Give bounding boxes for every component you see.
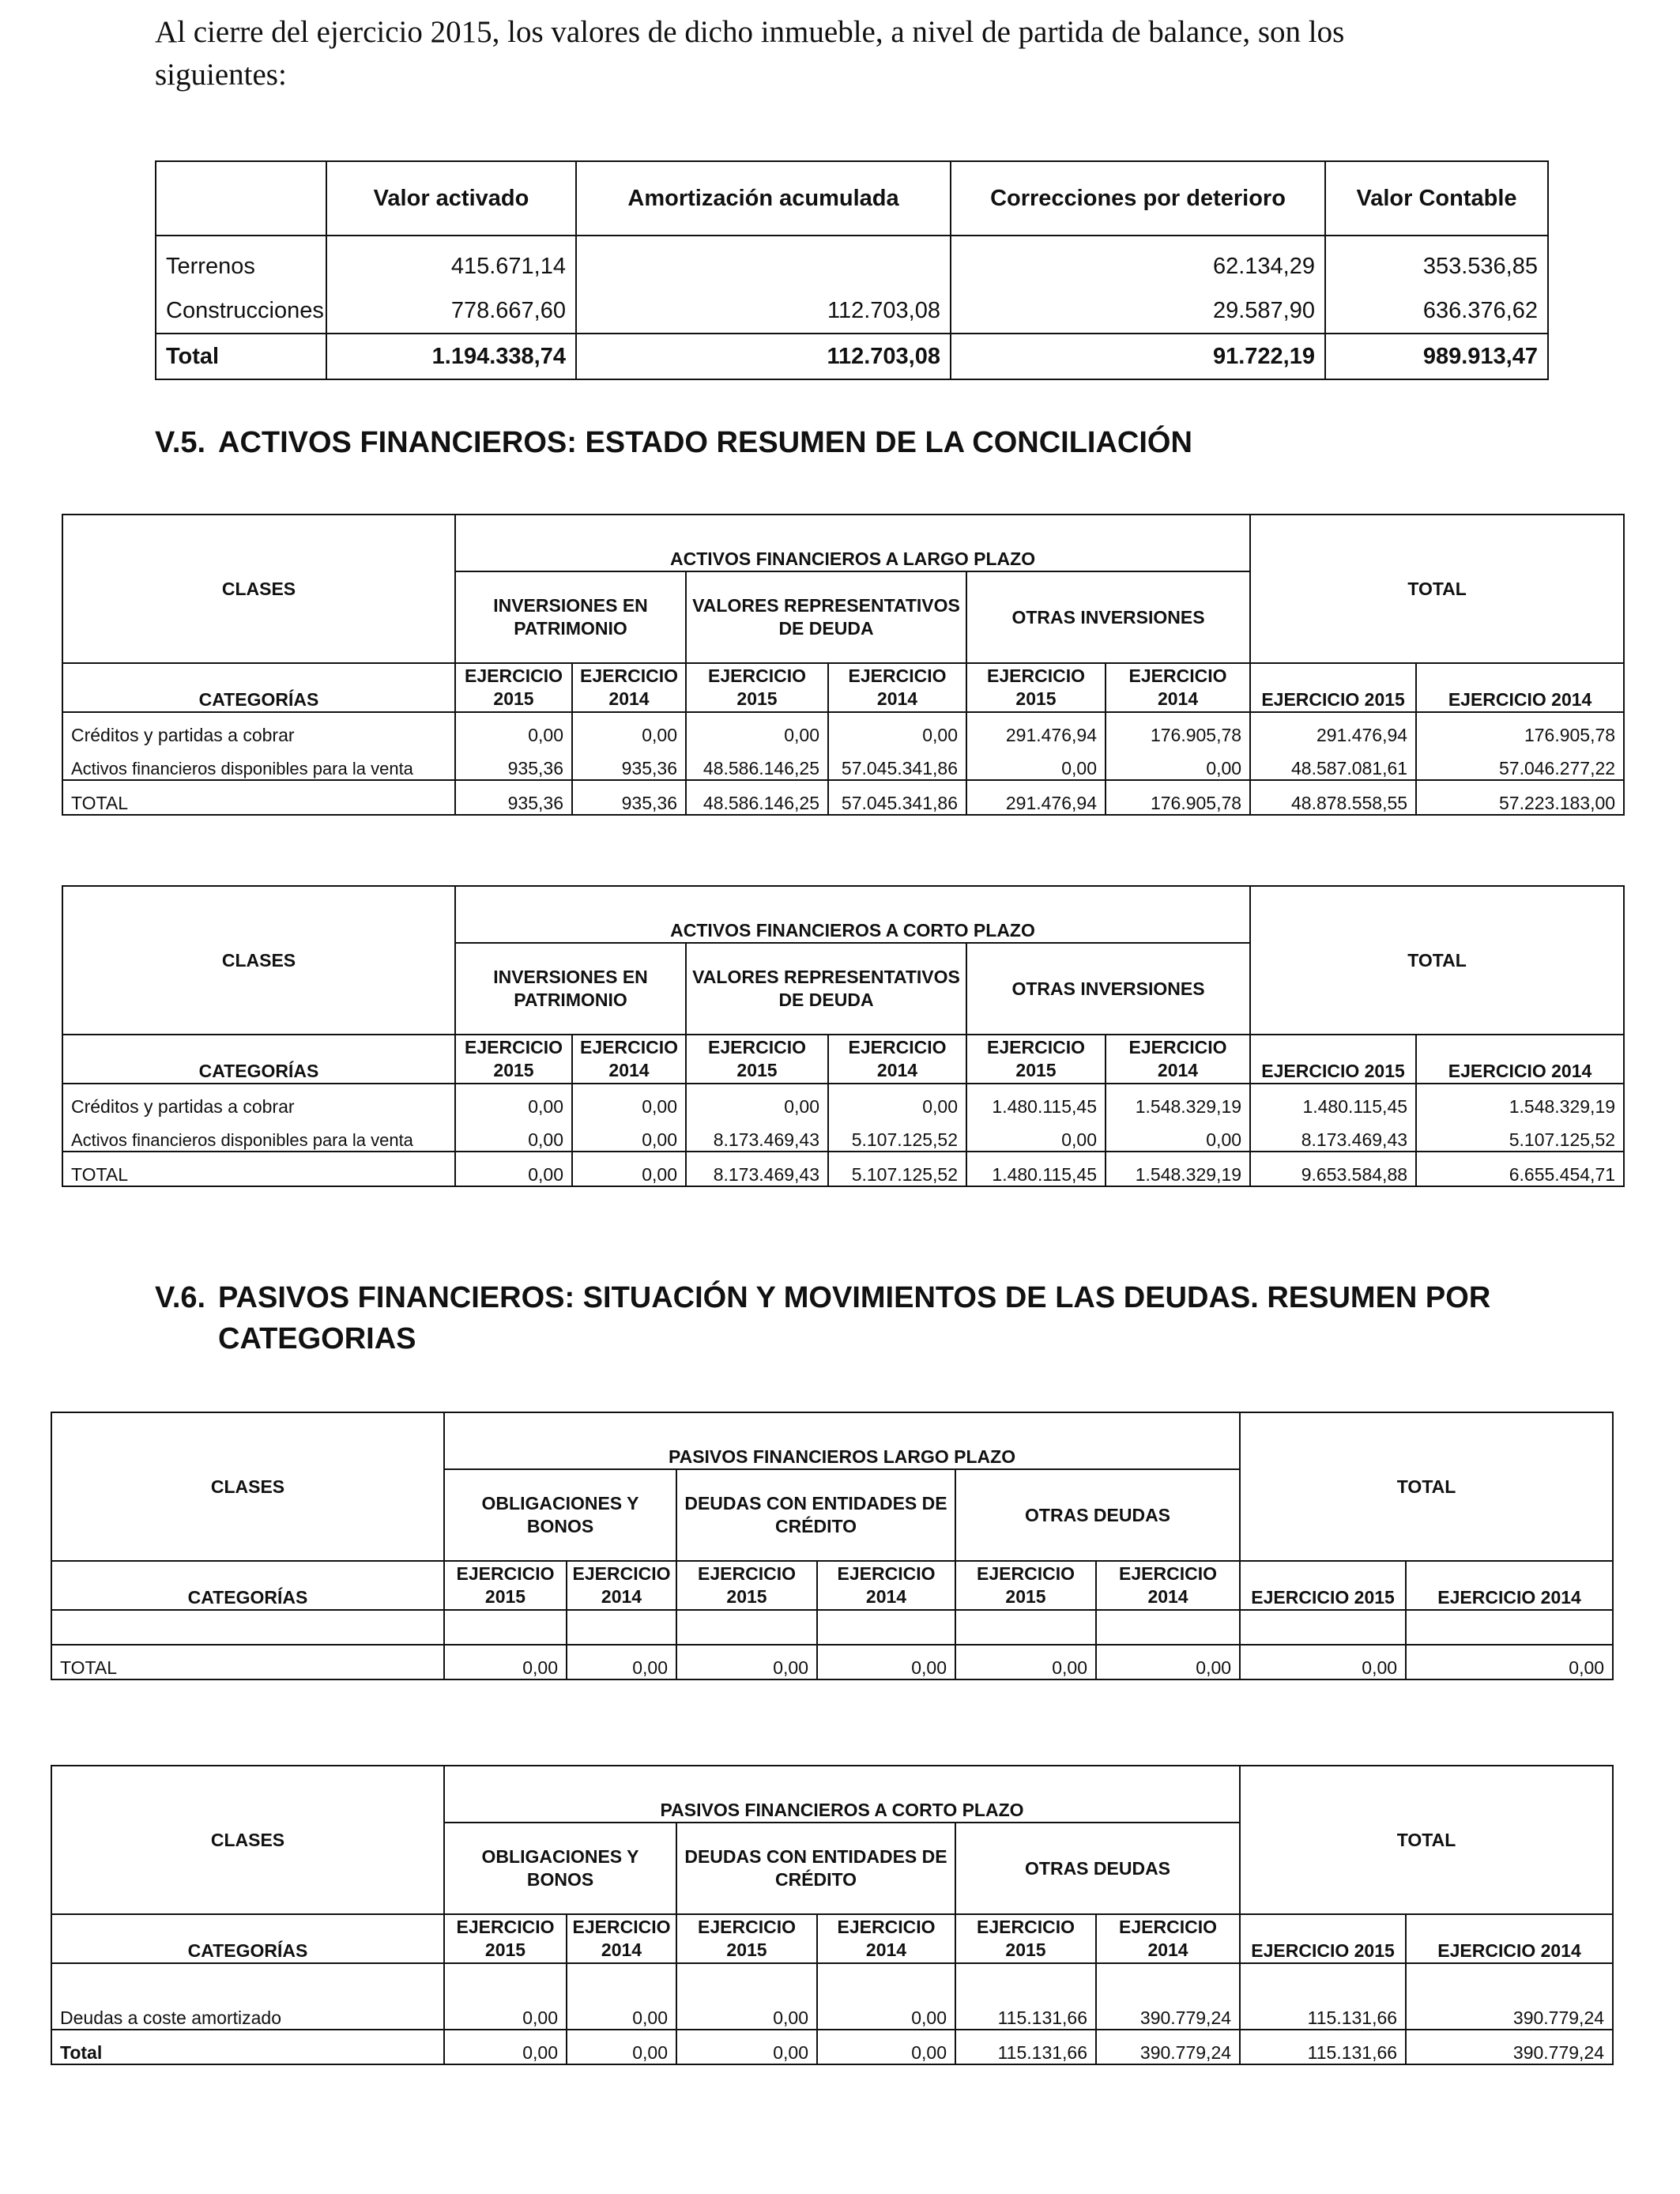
year-header <box>1106 1035 1250 1084</box>
year-header-word: EJERCICIO <box>1119 1563 1218 1584</box>
table-cell: 0,00 <box>444 2030 567 2064</box>
year-header <box>686 1035 828 1084</box>
total-row <box>51 2030 1613 2064</box>
row-label: Créditos y partidas a cobrar <box>62 1084 455 1118</box>
table-cell: 29.587,90 <box>951 288 1325 334</box>
year-header-year: 2014 <box>865 1940 907 1960</box>
inmueble-table <box>155 160 1549 380</box>
year-header-year: 2015 <box>493 688 534 709</box>
clases-header: CLASES <box>62 886 455 1035</box>
year-header-year: 2014 <box>608 688 650 709</box>
year-header-year: 2015 <box>736 688 778 709</box>
subgroup-header: VALORES REPRESENTATIVOS DE DEUDA <box>686 943 966 1035</box>
table-cell: 0,00 <box>1106 746 1250 780</box>
year-header <box>955 1914 1096 1963</box>
table-cell: 0,00 <box>676 2030 817 2064</box>
subgroup-header: VALORES REPRESENTATIVOS DE DEUDA <box>686 571 966 663</box>
total-row <box>51 1645 1613 1679</box>
table-row <box>62 746 1624 780</box>
year-header <box>1096 1561 1240 1610</box>
table-cell: 8.173.469,43 <box>1250 1118 1416 1152</box>
table-cell: 0,00 <box>686 712 828 746</box>
table-cell: 0,00 <box>1240 1645 1406 1679</box>
categorias-header: CATEGORÍAS <box>51 1914 444 1963</box>
year-header: EJERCICIO 2014 <box>1406 1561 1613 1610</box>
row-label: Construcciones <box>156 288 326 334</box>
table-cell: 0,00 <box>444 1963 567 2030</box>
table-row <box>51 1963 1613 2030</box>
table-cell <box>1240 1610 1406 1645</box>
table-cell: 0,00 <box>1406 1645 1613 1679</box>
year-header: EJERCICIO 2014 <box>1406 1914 1613 1963</box>
year-header-year: 2015 <box>1015 688 1057 709</box>
year-header <box>572 663 686 712</box>
year-header <box>817 1914 955 1963</box>
year-header-word: EJERCICIO <box>1128 1037 1227 1057</box>
group-header: PASIVOS FINANCIEROS A CORTO PLAZO <box>444 1766 1240 1823</box>
year-header-word: EJERCICIO <box>456 1917 555 1937</box>
table-cell: 0,00 <box>567 1645 676 1679</box>
table-cell: 115.131,66 <box>1240 1963 1406 2030</box>
year-header-year: 2014 <box>1147 1586 1188 1607</box>
subgroup-header: DEUDAS CON ENTIDADES DE CRÉDITO <box>676 1469 955 1561</box>
year-header-word: EJERCICIO <box>465 1037 563 1057</box>
row-label: Activos financieros disponibles para la venta <box>62 746 455 780</box>
year-header-word: EJERCICIO <box>1128 665 1227 686</box>
year-header-year: 2014 <box>1147 1940 1188 1960</box>
table-cell: 112.703,08 <box>576 288 951 334</box>
year-header-word: EJERCICIO <box>698 1563 796 1584</box>
table-cell: 57.045.341,86 <box>828 780 966 815</box>
table-cell: 9.653.584,88 <box>1250 1152 1416 1186</box>
table-cell: 0,00 <box>572 712 686 746</box>
table-cell: 390.779,24 <box>1406 2030 1613 2064</box>
table-cell: 935,36 <box>572 746 686 780</box>
table-cell: 0,00 <box>567 1963 676 2030</box>
activos-largo-plazo-table <box>62 514 1625 816</box>
row-label: TOTAL <box>62 780 455 815</box>
year-header-year: 2015 <box>493 1060 534 1080</box>
inmueble-header-cell: Valor Contable <box>1325 161 1548 236</box>
year-header: EJERCICIO 2014 <box>1416 663 1624 712</box>
table-cell: 935,36 <box>455 780 572 815</box>
table-cell: 353.536,85 <box>1325 236 1548 288</box>
year-header-word: EJERCICIO <box>572 1917 671 1937</box>
table-cell: 0,00 <box>955 1645 1096 1679</box>
table-cell: 0,00 <box>817 1963 955 2030</box>
table-cell: 0,00 <box>828 712 966 746</box>
year-header <box>966 1035 1106 1084</box>
table-cell: 0,00 <box>676 1645 817 1679</box>
table-cell: 1.548.329,19 <box>1416 1084 1624 1118</box>
table-cell <box>576 236 951 288</box>
table-cell <box>955 1610 1096 1645</box>
intro-paragraph <box>155 11 1522 96</box>
row-label: TOTAL <box>62 1152 455 1186</box>
table-cell: 0,00 <box>572 1084 686 1118</box>
year-header-word: EJERCICIO <box>580 1037 678 1057</box>
table-cell: 390.779,24 <box>1096 1963 1240 2030</box>
year-header-year: 2014 <box>876 688 918 709</box>
table-cell: 1.548.329,19 <box>1106 1084 1250 1118</box>
table-cell: 1.548.329,19 <box>1106 1152 1250 1186</box>
year-header <box>1096 1914 1240 1963</box>
year-header <box>676 1914 817 1963</box>
group-header: ACTIVOS FINANCIEROS A LARGO PLAZO <box>455 515 1250 571</box>
row-label: Terrenos <box>156 236 326 288</box>
table-cell: 0,00 <box>966 1118 1106 1152</box>
table-cell: 1.194.338,74 <box>326 334 576 379</box>
table-cell: 115.131,66 <box>1240 2030 1406 2064</box>
year-header-year: 2014 <box>1157 688 1199 709</box>
year-header-word: EJERCICIO <box>572 1563 671 1584</box>
table-cell: 176.905,78 <box>1106 780 1250 815</box>
pasivos-corto-plazo-table <box>51 1765 1614 2065</box>
row-label: Total <box>51 2030 444 2064</box>
year-header <box>686 663 828 712</box>
inmueble-header-cell: Valor activado <box>326 161 576 236</box>
table-cell: 0,00 <box>676 1963 817 2030</box>
total-header: TOTAL <box>1240 1766 1613 1914</box>
subgroup-header: OTRAS INVERSIONES <box>966 943 1250 1035</box>
year-header: EJERCICIO 2014 <box>1416 1035 1624 1084</box>
table-cell <box>444 1610 567 1645</box>
table-cell: 415.671,14 <box>326 236 576 288</box>
table-cell: 0,00 <box>817 1645 955 1679</box>
subgroup-header: DEUDAS CON ENTIDADES DE CRÉDITO <box>676 1823 955 1914</box>
table-cell: 291.476,94 <box>966 780 1106 815</box>
subgroup-header: OTRAS DEUDAS <box>955 1469 1240 1561</box>
section-number: V.5. <box>155 426 206 459</box>
year-header-word: EJERCICIO <box>698 1917 796 1937</box>
table-cell: 291.476,94 <box>966 712 1106 746</box>
empty-row <box>51 1610 1613 1645</box>
year-header <box>676 1561 817 1610</box>
categorias-header: CATEGORÍAS <box>62 1035 455 1084</box>
year-header-year: 2014 <box>1157 1060 1199 1080</box>
table-cell <box>51 1610 444 1645</box>
table-cell: 57.045.341,86 <box>828 746 966 780</box>
table-cell: 0,00 <box>572 1152 686 1186</box>
table-cell: 0,00 <box>966 746 1106 780</box>
year-header-word: EJERCICIO <box>977 1563 1075 1584</box>
table-cell: 48.878.558,55 <box>1250 780 1416 815</box>
year-header <box>567 1914 676 1963</box>
row-label: Créditos y partidas a cobrar <box>62 712 455 746</box>
table-cell: 390.779,24 <box>1406 1963 1613 2030</box>
table-cell <box>567 1610 676 1645</box>
clases-header: CLASES <box>51 1412 444 1561</box>
table-cell: 935,36 <box>572 780 686 815</box>
year-header: EJERCICIO 2015 <box>1240 1914 1406 1963</box>
year-header: EJERCICIO 2015 <box>1250 663 1416 712</box>
table-cell: 0,00 <box>455 712 572 746</box>
table-cell: 0,00 <box>817 2030 955 2064</box>
table-cell: 0,00 <box>572 1118 686 1152</box>
subgroup-header: INVERSIONES EN PATRIMONIO <box>455 571 686 663</box>
table-cell: 0,00 <box>455 1084 572 1118</box>
year-header <box>817 1561 955 1610</box>
table-cell: 1.480.115,45 <box>1250 1084 1416 1118</box>
year-header <box>828 1035 966 1084</box>
year-header <box>567 1561 676 1610</box>
table-cell: 57.046.277,22 <box>1416 746 1624 780</box>
row-label: Activos financieros disponibles para la venta <box>62 1118 455 1152</box>
table-cell: 176.905,78 <box>1416 712 1624 746</box>
table-cell: 390.779,24 <box>1096 2030 1240 2064</box>
inmueble-header-blank <box>156 161 326 236</box>
year-header-word: EJERCICIO <box>1119 1917 1218 1937</box>
year-header <box>444 1914 567 1963</box>
subgroup-header: OTRAS DEUDAS <box>955 1823 1240 1914</box>
subgroup-header: OBLIGACIONES Y BONOS <box>444 1823 676 1914</box>
year-header-year: 2014 <box>601 1940 642 1960</box>
inmueble-header-row <box>156 161 1548 236</box>
table-cell: 0,00 <box>567 2030 676 2064</box>
clases-header: CLASES <box>62 515 455 663</box>
year-header-year: 2015 <box>1005 1586 1046 1607</box>
year-header-word: EJERCICIO <box>708 665 806 686</box>
table-row <box>62 1118 1624 1152</box>
table-cell: 778.667,60 <box>326 288 576 334</box>
group-header: ACTIVOS FINANCIEROS A CORTO PLAZO <box>455 886 1250 943</box>
total-header: TOTAL <box>1250 886 1624 1035</box>
table-cell: 176.905,78 <box>1106 712 1250 746</box>
table-cell <box>1406 1610 1613 1645</box>
table-row <box>62 712 1624 746</box>
year-header-word: EJERCICIO <box>977 1917 1075 1937</box>
year-header: EJERCICIO 2015 <box>1250 1035 1416 1084</box>
table-cell: 0,00 <box>1106 1118 1250 1152</box>
year-header <box>455 1035 572 1084</box>
group-header: PASIVOS FINANCIEROS LARGO PLAZO <box>444 1412 1240 1469</box>
year-header-year: 2014 <box>601 1586 642 1607</box>
year-header-word: EJERCICIO <box>465 665 563 686</box>
table-cell: 48.587.081,61 <box>1250 746 1416 780</box>
year-header <box>572 1035 686 1084</box>
table-cell: 112.703,08 <box>576 334 951 379</box>
inmueble-header-cell: Correcciones por deterioro <box>951 161 1325 236</box>
table-cell: 62.134,29 <box>951 236 1325 288</box>
table-cell <box>676 1610 817 1645</box>
intro-line-1: Al cierre del ejercicio 2015, los valores de dicho inmueble, a nivel de partida de balance, son los <box>155 15 1345 49</box>
table-row <box>156 288 1548 334</box>
year-header <box>966 663 1106 712</box>
year-header-year: 2014 <box>608 1060 650 1080</box>
table-cell <box>1096 1610 1240 1645</box>
year-header-year: 2015 <box>1005 1940 1046 1960</box>
table-cell: 0,00 <box>686 1084 828 1118</box>
table-cell: 8.173.469,43 <box>686 1152 828 1186</box>
intro-line-2: siguientes: <box>155 58 287 92</box>
year-header-word: EJERCICIO <box>837 1917 936 1937</box>
year-header <box>828 663 966 712</box>
total-header: TOTAL <box>1250 515 1624 663</box>
table-cell: 5.107.125,52 <box>828 1118 966 1152</box>
pasivos-largo-plazo-table <box>51 1412 1614 1680</box>
table-cell: 0,00 <box>1096 1645 1240 1679</box>
total-row <box>62 1152 1624 1186</box>
year-header-year: 2015 <box>726 1586 767 1607</box>
clases-header: CLASES <box>51 1766 444 1914</box>
table-cell: 0,00 <box>444 1645 567 1679</box>
table-cell: 5.107.125,52 <box>828 1152 966 1186</box>
table-cell <box>817 1610 955 1645</box>
table-cell: 0,00 <box>828 1084 966 1118</box>
activos-corto-plazo-table <box>62 885 1625 1187</box>
table-cell: 5.107.125,52 <box>1416 1118 1624 1152</box>
table-cell: 57.223.183,00 <box>1416 780 1624 815</box>
year-header-word: EJERCICIO <box>580 665 678 686</box>
year-header <box>1106 663 1250 712</box>
year-header <box>955 1561 1096 1610</box>
subgroup-header: OTRAS INVERSIONES <box>966 571 1250 663</box>
table-cell: 1.480.115,45 <box>966 1152 1106 1186</box>
subgroup-header: OBLIGACIONES Y BONOS <box>444 1469 676 1561</box>
year-header-word: EJERCICIO <box>848 665 947 686</box>
table-cell: 989.913,47 <box>1325 334 1548 379</box>
year-header-year: 2015 <box>736 1060 778 1080</box>
year-header-year: 2014 <box>865 1586 907 1607</box>
table-row <box>156 236 1548 288</box>
row-label: TOTAL <box>51 1645 444 1679</box>
year-header-word: EJERCICIO <box>987 665 1085 686</box>
table-cell: 1.480.115,45 <box>966 1084 1106 1118</box>
table-cell: 636.376,62 <box>1325 288 1548 334</box>
year-header-year: 2014 <box>876 1060 918 1080</box>
total-row <box>156 334 1548 379</box>
subgroup-header: INVERSIONES EN PATRIMONIO <box>455 943 686 1035</box>
section-heading-v5 <box>155 422 1192 463</box>
year-header: EJERCICIO 2015 <box>1240 1561 1406 1610</box>
year-header-word: EJERCICIO <box>708 1037 806 1057</box>
year-header <box>444 1561 567 1610</box>
table-cell: 935,36 <box>455 746 572 780</box>
year-header-word: EJERCICIO <box>987 1037 1085 1057</box>
year-header <box>455 663 572 712</box>
row-label: Total <box>156 334 326 379</box>
year-header-word: EJERCICIO <box>456 1563 555 1584</box>
table-cell: 115.131,66 <box>955 1963 1096 2030</box>
table-cell: 48.586.146,25 <box>686 780 828 815</box>
table-cell: 91.722,19 <box>951 334 1325 379</box>
section-title-line-2: CATEGORIAS <box>218 1322 416 1355</box>
table-cell: 115.131,66 <box>955 2030 1096 2064</box>
year-header-year: 2015 <box>726 1940 767 1960</box>
year-header-word: EJERCICIO <box>837 1563 936 1584</box>
table-cell: 48.586.146,25 <box>686 746 828 780</box>
row-label: Deudas a coste amortizado <box>51 1963 444 2030</box>
total-header: TOTAL <box>1240 1412 1613 1561</box>
section-number: V.6. <box>155 1281 206 1314</box>
section-title: ACTIVOS FINANCIEROS: ESTADO RESUMEN DE LA CONCILIACIÓN <box>218 426 1192 459</box>
section-title-line-1: PASIVOS FINANCIEROS: SITUACIÓN Y MOVIMIENTOS DE LAS DEUDAS. RESUMEN POR <box>218 1281 1491 1314</box>
table-cell: 8.173.469,43 <box>686 1118 828 1152</box>
inmueble-header-cell: Amortización acumulada <box>576 161 951 236</box>
table-cell: 6.655.454,71 <box>1416 1152 1624 1186</box>
total-row <box>62 780 1624 815</box>
categorias-header: CATEGORÍAS <box>51 1561 444 1610</box>
table-cell: 291.476,94 <box>1250 712 1416 746</box>
table-row <box>62 1084 1624 1118</box>
section-heading-v6 <box>155 1277 1490 1359</box>
year-header-year: 2015 <box>1015 1060 1057 1080</box>
year-header-year: 2015 <box>484 1586 526 1607</box>
year-header-word: EJERCICIO <box>848 1037 947 1057</box>
table-cell: 0,00 <box>455 1152 572 1186</box>
categorias-header: CATEGORÍAS <box>62 663 455 712</box>
table-cell: 0,00 <box>455 1118 572 1152</box>
year-header-year: 2015 <box>484 1940 526 1960</box>
